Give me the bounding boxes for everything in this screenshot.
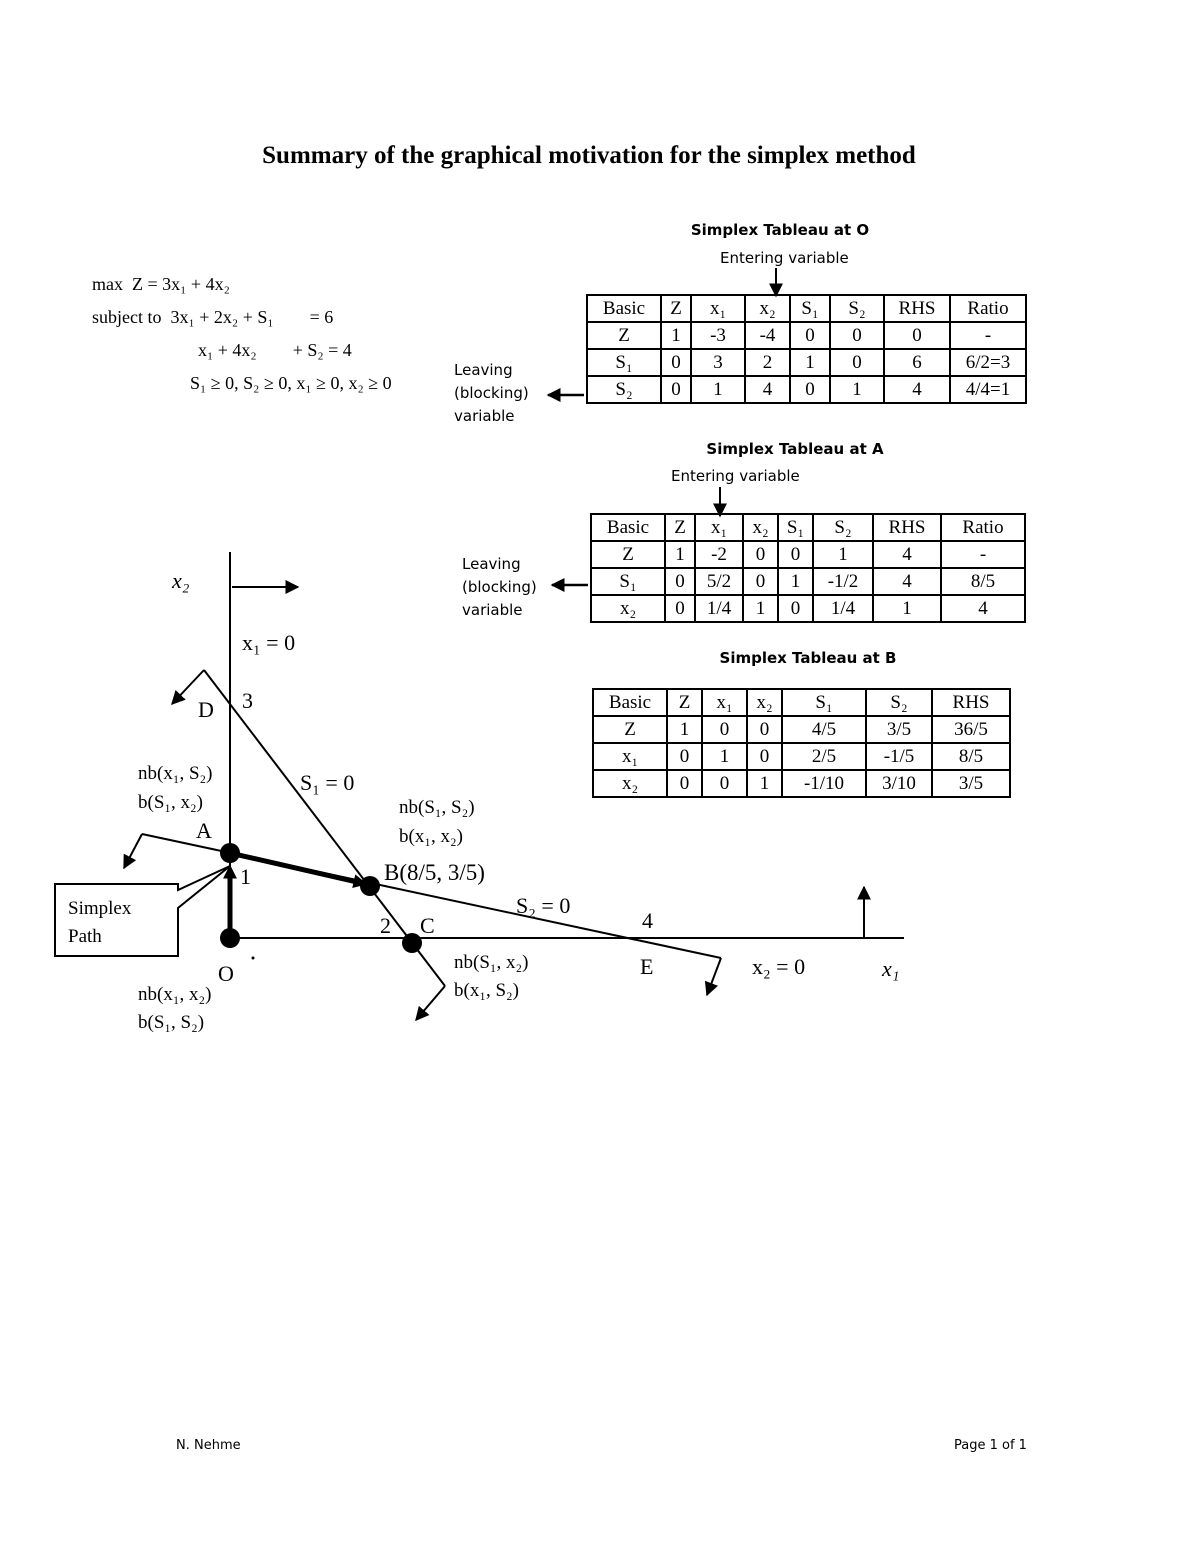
vertex-c [402,933,422,953]
tableau-o-entering-label: Entering variable [720,249,849,267]
tableau-b-caption: Simplex Tableau at B [719,649,897,667]
lp-constraint-2: x₁ + 4x₂ + S₂ = 4 [198,340,352,360]
a-basic-label: b(S₁, x₂) [138,792,203,813]
tableau-a-entering-label: Entering variable [671,467,800,485]
x2-eq0-label: x₂ = 0 [752,954,806,979]
x1-axis-label: x₁ [882,956,900,981]
s2-direction-arrow-right [707,958,721,995]
table-row: S₁ 0 3 2 1 0 6 6/2=3 [587,349,1026,376]
point-a-label: A [196,818,212,843]
page-title: Summary of the graphical motivation for the simplex method [262,142,916,169]
table-row: x₁ 0 1 0 2/5 -1/5 8/5 [593,743,1010,770]
a-nonbasic-label: nb(x₁, S₂) [138,763,213,784]
point-e-label: E [640,954,654,979]
simplex-path-label-2: Path [68,926,102,947]
s1-eq0-label: S₁ = 0 [300,770,355,795]
table-row: Z 1 0 0 4/5 3/5 36/5 [593,716,1010,743]
o-basic-label: b(S₁, S₂) [138,1012,205,1033]
table-row: Z 1 -3 -4 0 0 0 - [587,322,1026,349]
tableau-o-leaving-label: Leaving (blocking) variable [454,361,529,425]
footer-author: N. Nehme [176,1438,241,1453]
vertex-b [360,876,380,896]
b-basic-label: b(x₁, x₂) [399,826,463,847]
tableau-a-caption: Simplex Tableau at A [706,440,884,458]
vertex-a [220,843,240,863]
c-basic-label: b(x₁, S₂) [454,980,519,1001]
lp-constraint-1: subject to 3x₁ + 2x₂ + S₁ = 6 [92,307,334,327]
tick-1-label: 1 [240,864,251,889]
x2-axis-label: x₂ [172,568,190,593]
footer-page: Page 1 of 1 [954,1438,1027,1453]
o-nonbasic-label: nb(x₁, x₂) [138,984,212,1005]
table-header-row: Basic Z x₁ x₂ S₁ S₂ RHS Ratio [587,295,1026,322]
s1-direction-arrow-bottom [416,986,445,1020]
table-row: Z 1 -2 0 0 1 4 - [591,541,1025,568]
point-c-label: C [420,913,435,938]
table-header-row: Basic Z x₁ x₂ S₁ S₂ RHS [593,689,1010,716]
table-row: x₂ 0 0 1 -1/10 3/10 3/5 [593,770,1010,797]
tick-4-label: 4 [642,908,653,933]
point-b-label: B(8/5, 3/5) [384,860,485,885]
tableau-a-leaving-label: Leaving (blocking) variable [462,555,537,619]
table-row: S₂ 0 1 4 0 1 4 4/4=1 [587,376,1026,403]
lp-objective: max Z = 3x₁ + 4x₂ [92,274,230,294]
s2-direction-arrow-left [124,834,142,868]
vertex-o [220,928,240,948]
point-d-label: D [198,697,214,722]
tick-3-label: 3 [242,688,253,713]
c-nonbasic-label: nb(S₁, x₂) [454,952,529,973]
b-nonbasic-label: nb(S₁, S₂) [399,797,475,818]
tableau-o-caption: Simplex Tableau at O [690,221,870,239]
table-row: x₂ 0 1/4 1 0 1/4 1 4 [591,595,1025,622]
x1-eq0-label: x₁ = 0 [242,630,296,655]
point-o-label: O [218,961,234,986]
tick-2-label: 2 [380,913,391,938]
s2-eq0-label: S₂ = 0 [516,893,571,918]
table-row: S₁ 0 5/2 0 1 -1/2 4 8/5 [591,568,1025,595]
table-header-row: Basic Z x₁ x₂ S₁ S₂ RHS Ratio [591,514,1025,541]
lp-constraint-3: S₁ ≥ 0, S₂ ≥ 0, x₁ ≥ 0, x₂ ≥ 0 [190,373,392,393]
simplex-path-label-1: Simplex [68,898,132,919]
